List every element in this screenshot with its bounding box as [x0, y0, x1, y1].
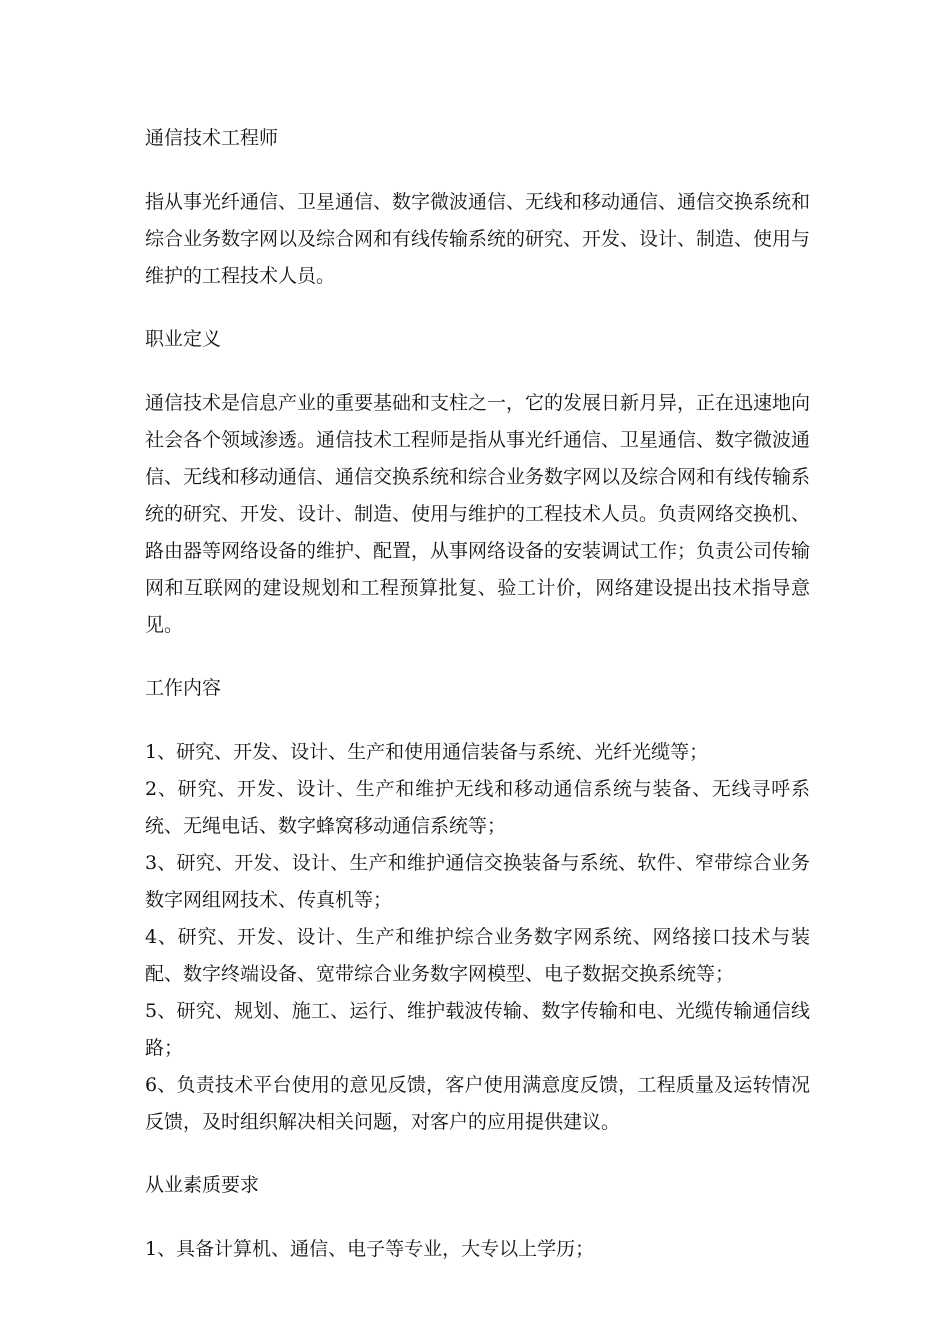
list-item: 6、负责技术平台使用的意见反馈，客户使用满意度反馈，工程质量及运转情况反馈，及时组织解决相关问题，对客户的应用提供建议。: [145, 1074, 810, 1133]
list-item: 4、研究、开发、设计、生产和维护综合业务数字网系统、网络接口技术与装配、数字终端设备、宽带综合业务数字网模型、电子数据交换系统等；: [145, 926, 810, 985]
spacer: [145, 355, 810, 385]
list-item: 2、研究、开发、设计、生产和维护无线和移动通信系统与装备、无线寻呼系统、无绳电话、数字蜂窝移动通信系统等；: [145, 778, 810, 837]
intro-paragraph: 指从事光纤通信、卫星通信、数字微波通信、无线和移动通信、通信交换系统和综合业务数字网以及综合网和有线传输系统的研究、开发、设计、制造、使用与维护的工程技术人员。: [145, 191, 811, 287]
section-heading-definition: 职业定义: [145, 328, 222, 350]
list-item: 1、具备计算机、通信、电子等专业，大专以上学历；: [145, 1238, 595, 1260]
spacer: [145, 154, 810, 184]
list-item: 1、研究、开发、设计、生产和使用通信装备与系统、光纤光缆等；: [145, 741, 709, 763]
section-heading-quality: 从业素质要求: [145, 1174, 260, 1196]
quality-requirements-list: [145, 1231, 810, 1268]
section-heading-work: 工作内容: [145, 677, 222, 699]
spacer: [145, 295, 810, 323]
spacer: [145, 704, 810, 734]
document-body: [145, 122, 810, 1268]
spacer: [145, 1141, 810, 1169]
definition-paragraph: 通信技术是信息产业的重要基础和支柱之一，它的发展日新月异，正在迅速地向社会各个领域渗透。通信技术工程师是指从事光纤通信、卫星通信、数字微波通信、无线和移动通信、通信交换系统和综合业务数字网以及综合网和有线传输系统的研究、开发、设计、制造、使用与维护的工程技术人员。负责网络交换机、路由器等网络设备的维护、配置，从事网络设备的安装调试工作；负责公司传输网和互联网的建设规划和工程预算批复、验工计价，网络建设提出技术指导意见。: [145, 392, 811, 636]
spacer: [145, 1201, 810, 1231]
document-title: 通信技术工程师: [145, 127, 279, 149]
list-item: 3、研究、开发、设计、生产和维护通信交换装备与系统、软件、窄带综合业务数字网组网技术、传真机等；: [145, 852, 810, 911]
list-item: 5、研究、规划、施工、运行、维护载波传输、数字传输和电、光缆传输通信线路；: [145, 1000, 810, 1059]
work-content-list: [145, 734, 810, 1141]
spacer: [145, 644, 810, 672]
